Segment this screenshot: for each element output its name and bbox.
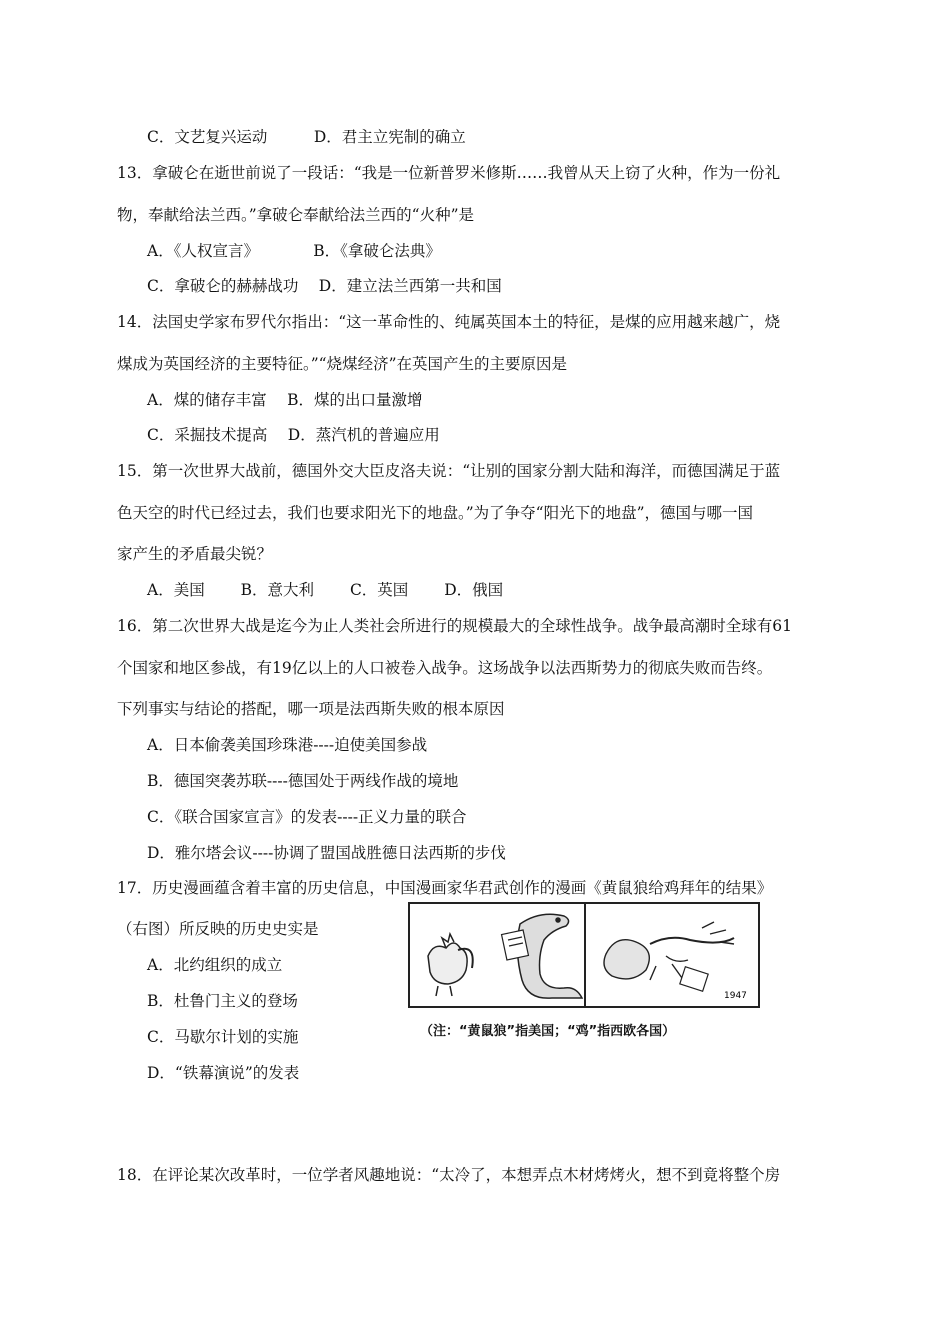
q17-stem-line2: （右图）所反映的历史史实是 xyxy=(117,920,319,938)
q16-stem-line2: 个国家和地区参战，有19亿以上的人口被卷入战争。这场战争以法西斯势力的彻底失败而告终。 xyxy=(117,659,773,677)
q13-option-ab: A．《人权宣言》 B．《拿破仑法典》 xyxy=(147,242,441,260)
gift-paper xyxy=(502,930,529,960)
q16-option-d: D．雅尔塔会议----协调了盟国战胜德日法西斯的步伐 xyxy=(147,844,506,862)
rooster-figure xyxy=(428,934,473,996)
q14-option-cd: C．采掘技术提高 D．蒸汽机的普遍应用 xyxy=(147,426,440,444)
q16-option-b: B．德国突袭苏联----德国处于两线作战的境地 xyxy=(147,772,459,790)
q17-option-c: C．马歇尔计划的实施 xyxy=(147,1028,299,1046)
document-paper xyxy=(680,967,708,992)
q16-option-c: C．《联合国家宣言》的发表----正义力量的联合 xyxy=(147,808,467,826)
q17-stem-line1: 17．历史漫画蕴含着丰富的历史信息，中国漫画家华君武创作的漫画《黄鼠狼给鸡拜年的结果》 xyxy=(117,879,773,897)
q16-option-a: A．日本偷袭美国珍珠港----迫使美国参战 xyxy=(147,736,428,754)
q13-stem-line1: 13．拿破仑在逝世前说了一段话：“我是一位新普罗米修斯……我曾从天上窃了火种，作为一份礼 xyxy=(117,164,781,182)
q15-options: A．美国 B．意大利 C．英国 D．俄国 xyxy=(147,581,504,599)
q14-stem-line2: 煤成为英国经济的主要特征。”“烧煤经济”在英国产生的主要原因是 xyxy=(117,355,568,373)
q15-stem-line1: 15．第一次世界大战前，德国外交大臣皮洛夫说：“让别的国家分割大陆和海洋，而德国满足于蓝 xyxy=(117,462,781,480)
cartoon-image xyxy=(408,902,760,1008)
q17-option-b: B．杜鲁门主义的登场 xyxy=(147,992,298,1010)
cartoon-divider xyxy=(584,904,586,1006)
q14-stem-line1: 14．法国史学家布罗代尔指出：“这一革命性的、纯属英国本土的特征，是煤的应用越来越广，烧 xyxy=(117,313,781,331)
q15-stem-line3: 家产生的矛盾最尖锐？ xyxy=(117,545,273,563)
q13-stem-line2: 物，奉献给法兰西。”拿破仑奉献给法兰西的“火种”是 xyxy=(117,206,475,224)
cartoon-year: 1947 xyxy=(724,991,747,1001)
q15-stem-line2: 色天空的时代已经过去，我们也要求阳光下的地盘。”为了争夺“阳光下的地盘”，德国与哪一国 xyxy=(117,504,754,522)
q13-option-cd: C．拿破仑的赫赫战功 D．建立法兰西第一共和国 xyxy=(147,277,502,295)
q17-option-d: D．“铁幕演说”的发表 xyxy=(147,1064,300,1082)
q18-stem-line1: 18．在评论某次改革时，一位学者风趣地说：“太冷了，本想弄点木材烤烤火，想不到竟将整个房 xyxy=(117,1166,781,1184)
q12-option-cd: C．文艺复兴运动 D．君主立宪制的确立 xyxy=(147,128,466,146)
q17-option-a: A．北约组织的成立 xyxy=(147,956,283,974)
feathers-figure xyxy=(604,922,734,980)
cartoon-caption: （注：“黄鼠狼”指美国；“鸡”指西欧各国） xyxy=(420,1024,676,1039)
q16-stem-line3: 下列事实与结论的搭配，哪一项是法西斯失败的根本原因 xyxy=(117,700,505,718)
q14-option-ab: A．煤的储存丰富 B．煤的出口量激增 xyxy=(147,391,423,409)
q16-stem-line1: 16．第二次世界大战是迄今为止人类社会所进行的规模最大的全球性战争。战争最高潮时全球有61 xyxy=(117,617,792,635)
